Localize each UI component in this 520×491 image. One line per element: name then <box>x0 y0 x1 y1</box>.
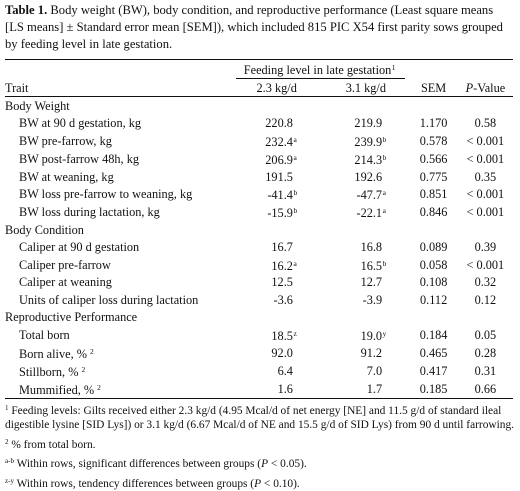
footnote-mark: z-y <box>5 476 14 485</box>
trait-label: BW at weaning, kg <box>19 169 114 184</box>
trait-cell <box>5 326 231 344</box>
p-value-cell: < 0.001 <box>466 205 505 220</box>
significance-letter: b <box>382 134 387 144</box>
trait-footnote-mark: 2 <box>89 346 94 356</box>
sem-cell: 0.184 <box>419 327 448 342</box>
value: 214.3 <box>354 152 383 167</box>
footnote-text: % from total born. <box>8 438 96 451</box>
trait-cell <box>5 291 231 308</box>
table-row <box>5 274 513 291</box>
value: 220.8 <box>265 116 293 131</box>
sem-cell: 0.108 <box>419 275 448 290</box>
col-header-p: P-Value <box>458 79 513 97</box>
table-row <box>5 238 513 255</box>
footnote-italic: P <box>261 458 269 471</box>
value-high-cell <box>322 274 409 291</box>
table-row <box>5 326 513 344</box>
table-row <box>5 168 513 185</box>
value-low-cell <box>231 291 322 308</box>
value: -41.4 <box>267 188 293 203</box>
trait-footnote-mark: 2 <box>81 364 86 374</box>
value-high-cell <box>322 380 409 399</box>
significance-letter: a <box>382 188 386 198</box>
table-row <box>5 362 513 380</box>
value-low-cell <box>231 185 322 203</box>
value-low-cell <box>231 115 322 132</box>
value-low-cell <box>231 238 322 255</box>
section-row <box>5 308 513 325</box>
p-value-cell: < 0.001 <box>466 151 505 166</box>
p-value-cell: 0.12 <box>474 292 497 307</box>
sem-cell: 0.578 <box>419 133 448 148</box>
trait-label: BW pre-farrow, kg <box>19 133 112 148</box>
significance-letter: b <box>382 152 387 162</box>
value: -47.7 <box>356 188 383 203</box>
value: 91.2 <box>360 345 383 360</box>
value-low-cell <box>231 203 322 221</box>
table-row <box>5 115 513 132</box>
sem-cell: 0.185 <box>409 380 457 399</box>
results-table <box>5 59 513 399</box>
footnote-tail: < 0.05). <box>268 458 307 471</box>
significance-letter: b <box>293 188 298 198</box>
trait-cell <box>5 380 231 399</box>
value: 16.5 <box>360 258 383 273</box>
value-low-cell <box>231 344 322 362</box>
sem-cell: 0.417 <box>419 363 448 378</box>
value: 192.6 <box>354 169 383 184</box>
header-group-row <box>5 60 513 80</box>
table-label: Table 1. <box>5 3 48 17</box>
col-header-sem: SEM <box>409 79 457 97</box>
header-row <box>5 79 513 97</box>
value: 16.8 <box>360 240 383 255</box>
trait-cell <box>5 150 231 168</box>
value: -15.9 <box>267 206 293 221</box>
trait-cell <box>5 344 231 362</box>
p-value-cell: 0.66 <box>458 380 513 399</box>
caption-text: Body weight (BW), body condition, and reproductive performance (Least square means [LS means] ± Standard error mean [SEM]), which included 815 PIC X54 first parity sows grouped by feeding level in late gestation. <box>5 3 503 51</box>
section-row <box>5 97 513 115</box>
footnote <box>5 474 515 491</box>
trait-cell <box>5 185 231 203</box>
significance-letter: a <box>293 258 297 268</box>
value-high-cell <box>322 256 409 274</box>
value-low-cell <box>231 362 322 380</box>
footnotes <box>5 401 515 491</box>
value-high-cell <box>322 362 409 380</box>
section-title: Body Weight <box>5 98 70 113</box>
section-title: Reproductive Performance <box>5 310 138 325</box>
table-row <box>5 380 513 399</box>
table-row <box>5 185 513 203</box>
p-value-cell: 0.28 <box>474 345 497 360</box>
value: 16.7 <box>271 240 293 255</box>
value-high-cell <box>322 238 409 255</box>
table-row <box>5 150 513 168</box>
value: -22.1 <box>356 206 383 221</box>
value-high-cell <box>322 326 409 344</box>
trait-label: BW loss during lactation, kg <box>19 205 160 220</box>
col-header-high: 3.1 kg/d <box>322 79 409 97</box>
significance-letter: b <box>382 258 387 268</box>
value: 18.5 <box>271 328 293 343</box>
value-low-cell <box>231 168 322 185</box>
trait-label: Mummified, % <box>19 382 95 397</box>
table-caption <box>5 2 515 53</box>
trait-cell <box>5 238 231 255</box>
footnote <box>5 435 515 453</box>
p-value-cell: 0.58 <box>474 116 497 131</box>
footnote-text: Within rows, significant differences between groups ( <box>13 458 262 471</box>
trait-cell <box>5 362 231 380</box>
sem-cell: 0.566 <box>419 151 448 166</box>
value: -3.9 <box>362 292 383 307</box>
sem-cell: 0.465 <box>419 345 448 360</box>
p-value-cell: < 0.001 <box>466 187 505 202</box>
value-low-cell <box>231 150 322 168</box>
footnote-tail: < 0.10). <box>261 477 300 490</box>
p-value-cell: 0.05 <box>474 327 497 342</box>
sem-cell: 0.775 <box>419 169 448 184</box>
trait-label: BW at 90 d gestation, kg <box>19 116 142 131</box>
table-row <box>5 291 513 308</box>
value: 19.0 <box>360 328 383 343</box>
significance-letter: y <box>382 328 387 338</box>
sem-cell: 1.170 <box>419 116 448 131</box>
value: 219.9 <box>354 116 383 131</box>
value-high-cell <box>322 115 409 132</box>
table-row <box>5 256 513 274</box>
significance-letter: a <box>293 152 297 162</box>
value-high-cell <box>322 203 409 221</box>
p-value-cell: 0.32 <box>474 275 497 290</box>
value: -3.6 <box>273 292 293 307</box>
trait-label: Caliper at weaning <box>19 275 112 290</box>
value-low-cell <box>231 256 322 274</box>
sem-cell: 0.846 <box>419 205 448 220</box>
significance-letter: z <box>293 328 297 338</box>
value: 6.4 <box>277 363 293 378</box>
section-title: Body Condition <box>5 222 84 237</box>
significance-letter: a <box>293 134 297 144</box>
col-header-trait: Trait <box>5 79 231 97</box>
trait-cell <box>5 274 231 291</box>
value: 12.7 <box>360 275 383 290</box>
value-low-cell <box>231 380 322 399</box>
value-high-cell <box>322 291 409 308</box>
value-low-cell <box>231 326 322 344</box>
p-value-cell: 0.31 <box>474 363 497 378</box>
footnote-mark: a-b <box>5 457 14 466</box>
p-value-cell: 0.39 <box>474 240 497 255</box>
col-header-low: 2.3 kg/d <box>231 79 322 97</box>
feeding-level-header: Feeding level in late gestation1 <box>236 60 405 79</box>
footnote <box>5 401 515 433</box>
trait-label: Born alive, % <box>19 346 87 361</box>
significance-letter: b <box>293 206 298 216</box>
trait-label: Stillborn, % <box>19 364 79 379</box>
footnote <box>5 454 515 472</box>
trait-label: Total born <box>19 327 70 342</box>
significance-letter: a <box>382 206 386 216</box>
trait-label: Caliper at 90 d gestation <box>19 240 140 255</box>
trait-cell <box>5 132 231 150</box>
value: 191.5 <box>265 169 293 184</box>
value: 92.0 <box>271 345 293 360</box>
value-high-cell <box>322 168 409 185</box>
value: 7.0 <box>366 363 383 378</box>
section-row <box>5 221 513 238</box>
sem-cell: 0.851 <box>419 187 448 202</box>
table-row <box>5 344 513 362</box>
footnote-text: Within rows, tendency differences between groups ( <box>13 477 255 490</box>
value: 1.6 <box>277 381 293 396</box>
value-high-cell <box>322 344 409 362</box>
p-value-cell: < 0.001 <box>466 257 505 272</box>
value: 16.2 <box>271 258 293 273</box>
value-high-cell <box>322 150 409 168</box>
footnote-text: Feeding levels: Gilts received either 2.3 kg/d (4.95 Mcal/d of net energy [NE] and 11.5 g/d of standard ileal digestible lysine [SID Lys]) or 3.1 kg/d (6.67 Mcal/d of NE and 15.5 g/d of SID Lys) from 90 d until farrowing. <box>5 404 515 432</box>
table-row <box>5 203 513 221</box>
trait-cell <box>5 203 231 221</box>
value-low-cell <box>231 132 322 150</box>
value-high-cell <box>322 132 409 150</box>
p-value-cell: 0.35 <box>474 169 497 184</box>
trait-cell <box>5 168 231 185</box>
value: 206.9 <box>265 152 293 167</box>
trait-label: Caliper pre-farrow <box>19 257 111 272</box>
trait-label: BW post-farrow 48h, kg <box>19 151 139 166</box>
value: 12.5 <box>271 275 293 290</box>
value: 1.7 <box>366 381 383 396</box>
footnote-mark: 1 <box>5 403 9 412</box>
footnote-italic: P <box>254 477 262 490</box>
value-high-cell <box>322 185 409 203</box>
trait-label: BW loss pre-farrow to weaning, kg <box>19 187 193 202</box>
value-low-cell <box>231 274 322 291</box>
table-row <box>5 132 513 150</box>
sem-cell: 0.089 <box>419 240 448 255</box>
trait-footnote-mark: 2 <box>97 382 101 392</box>
footnote-mark: 2 <box>5 437 9 446</box>
sem-cell: 0.112 <box>420 292 448 307</box>
trait-cell <box>5 256 231 274</box>
sem-cell: 0.058 <box>419 257 448 272</box>
value: 239.9 <box>354 134 383 149</box>
p-value-cell: < 0.001 <box>466 133 505 148</box>
value: 232.4 <box>265 134 293 149</box>
trait-label: Units of caliper loss during lactation <box>19 292 199 307</box>
trait-cell <box>5 115 231 132</box>
